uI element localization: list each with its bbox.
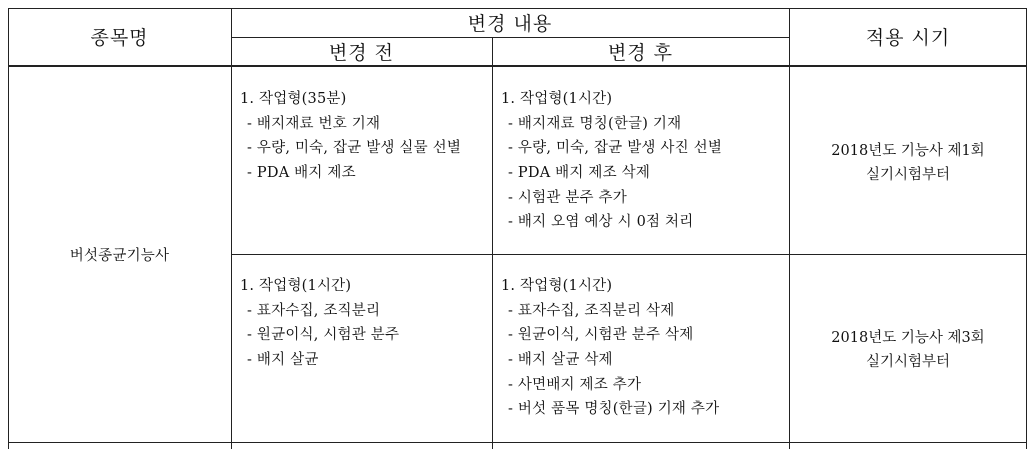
header-before: 변경 전 (328, 41, 395, 64)
list-item: - 시험관 분주 추가 (508, 189, 627, 206)
col-divider-1 (231, 8, 232, 449)
list-item: - 버섯 품목 명칭(한글) 기재 추가 (508, 401, 720, 418)
list-item: - 표자수집, 조직분리 삭제 (508, 302, 675, 319)
list-item: - 배지재료 명칭(한글) 기재 (508, 115, 682, 132)
header-col-name: 종목명 (90, 27, 149, 49)
header-change-content: 변경 내용 (467, 13, 553, 35)
list-item: - 우량, 미숙, 잡균 발생 사진 선별 (508, 140, 723, 157)
list-item: - 배지 오염 예상 시 0점 처리 (508, 214, 694, 231)
list-item: - 우량, 미숙, 잡균 발생 실물 선별 (247, 140, 462, 157)
col-divider-3 (789, 8, 790, 449)
header-apply-time: 적용 시기 (865, 27, 951, 49)
block1-apply (789, 139, 1027, 187)
block2-after (501, 274, 719, 422)
list-item: - PDA 배지 제조 삭제 (508, 165, 651, 182)
apply-line: 실기시험부터 (865, 167, 951, 183)
list-item: - 배지 살균 삭제 (508, 352, 613, 369)
block2-before (240, 274, 399, 373)
row-name: 버섯종균기능사 (69, 248, 170, 264)
list-item: - 배지재료 번호 기재 (247, 115, 381, 132)
apply-line: 2018년도 기능사 제1회 (831, 143, 985, 159)
list-item: - 표자수집, 조직분리 (247, 302, 381, 319)
list-item: 1. 작업형(1시간) (240, 278, 352, 294)
apply-line: 실기시험부터 (865, 354, 951, 370)
table-right-border (1026, 8, 1027, 449)
row-bottom-border (8, 442, 1027, 443)
change-table (8, 8, 1027, 449)
header-after: 변경 후 (607, 41, 674, 64)
list-item: 1. 작업형(1시간) (501, 91, 613, 107)
list-item: - PDA 배지 제조 (247, 165, 356, 182)
col-divider-2 (492, 37, 493, 449)
list-item: - 원균이식, 시험관 분주 (247, 327, 400, 344)
apply-line: 2018년도 기능사 제3회 (831, 330, 985, 346)
list-item: - 배지 살균 (247, 352, 319, 369)
list-item: - 사면배지 제조 추가 (508, 376, 642, 393)
block2-apply (789, 326, 1027, 374)
block-divider (231, 254, 1027, 255)
block1-after (501, 87, 722, 235)
list-item: 1. 작업형(1시간) (501, 278, 613, 294)
list-item: - 원균이식, 시험관 분주 삭제 (508, 327, 694, 344)
block1-before (240, 87, 461, 186)
list-item: 1. 작업형(35분) (240, 91, 347, 107)
